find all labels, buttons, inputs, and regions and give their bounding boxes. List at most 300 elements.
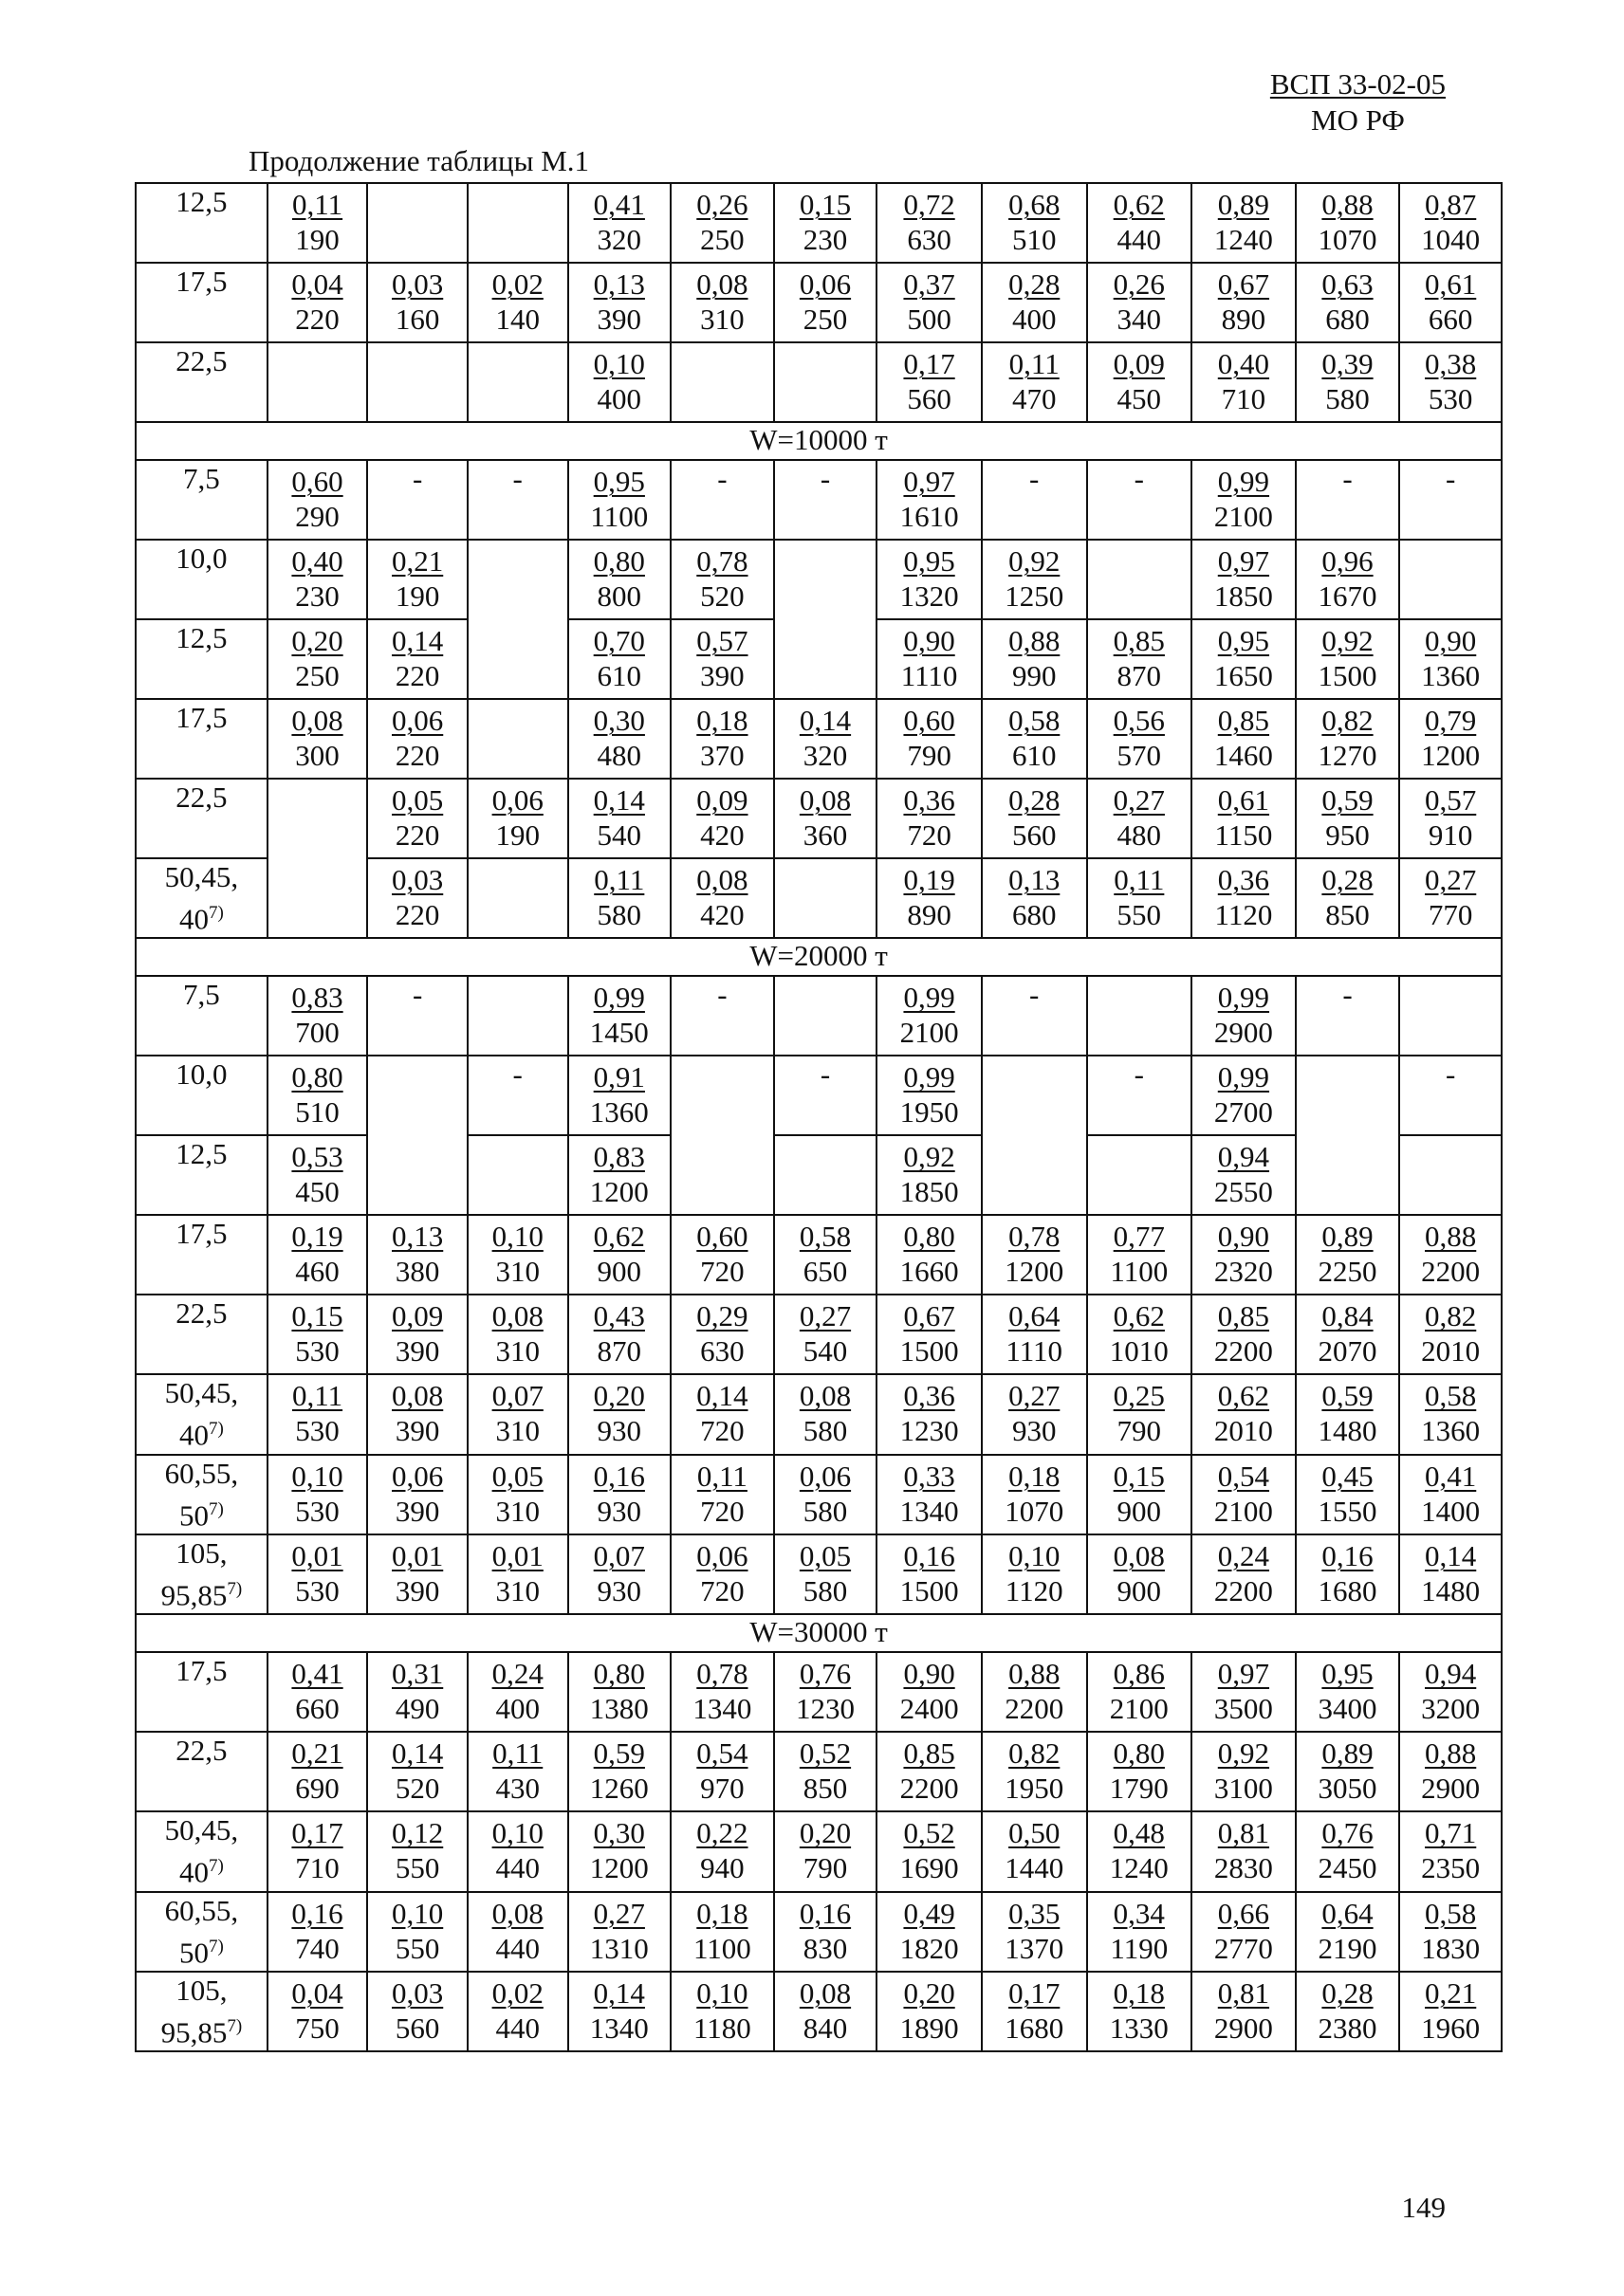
empty-cell bbox=[468, 183, 568, 263]
value-cell bbox=[568, 540, 672, 619]
probability-text: 0,88 bbox=[1321, 188, 1374, 221]
row-label bbox=[136, 1056, 268, 1135]
count-value: 560 bbox=[907, 382, 951, 415]
value-cell bbox=[268, 1374, 368, 1454]
probability-text: 0,11 bbox=[696, 1459, 747, 1493]
value-cell bbox=[367, 858, 468, 938]
probability-text: 0,61 bbox=[1217, 783, 1270, 817]
row-label-text: 50 bbox=[178, 1497, 209, 1532]
row-label-line: 7,5 bbox=[183, 978, 220, 1012]
count-value: 720 bbox=[700, 1573, 745, 1607]
row-label-line: 10,0 bbox=[175, 542, 228, 575]
value-cell bbox=[1191, 976, 1296, 1056]
probability-text: 0,49 bbox=[903, 1896, 955, 1930]
probability-value bbox=[672, 1456, 773, 1494]
value-cell bbox=[877, 1374, 982, 1454]
row-label-text: 50 bbox=[178, 1935, 209, 1969]
value-cell bbox=[982, 1892, 1087, 1972]
probability-text: 0,12 bbox=[392, 1816, 444, 1850]
value-cell bbox=[877, 1135, 982, 1215]
value-cell bbox=[367, 1892, 468, 1972]
probability-text: 0,41 bbox=[291, 1657, 343, 1691]
probability-text: 0,14 bbox=[593, 783, 645, 817]
probability-value bbox=[368, 1456, 467, 1494]
count-value: 480 bbox=[1116, 818, 1162, 852]
probability-text: 0,16 bbox=[1321, 1538, 1374, 1572]
count-value: 1240 bbox=[1213, 223, 1273, 256]
data-table bbox=[135, 182, 1503, 2052]
probability-value bbox=[672, 859, 773, 897]
count-value: 1440 bbox=[1005, 1851, 1064, 1885]
value-cell bbox=[268, 540, 368, 619]
value-cell bbox=[268, 1732, 368, 1811]
value-cell bbox=[468, 1652, 568, 1732]
value-cell bbox=[877, 460, 982, 540]
probability-value bbox=[368, 1653, 467, 1691]
row-label-line: 12,5 bbox=[175, 621, 228, 654]
probability-text: 0,28 bbox=[1321, 1975, 1374, 2010]
probability-value bbox=[1192, 1733, 1295, 1771]
dash-cell: - bbox=[1399, 1056, 1502, 1135]
dash-cell: - bbox=[367, 976, 468, 1056]
row-label-line: 105, bbox=[175, 1973, 228, 2007]
probability-text: 0,85 bbox=[1113, 624, 1165, 657]
count-value: 660 bbox=[295, 1692, 340, 1726]
value-cell bbox=[1087, 342, 1192, 422]
value-cell bbox=[1191, 1534, 1296, 1614]
value-cell bbox=[268, 1972, 368, 2051]
probability-value bbox=[569, 700, 671, 738]
count-value: 1330 bbox=[1109, 2011, 1169, 2045]
value-cell bbox=[1191, 1295, 1296, 1374]
value-cell bbox=[367, 1534, 468, 1614]
count-value: 710 bbox=[295, 1851, 340, 1885]
count-value: 2450 bbox=[1318, 1851, 1377, 1885]
value-cell bbox=[1191, 1135, 1296, 1215]
probability-text: 0,08 bbox=[799, 1975, 852, 2010]
row-label-line: 105, bbox=[175, 1535, 228, 1570]
probability-text: 0,03 bbox=[392, 267, 444, 301]
value-cell bbox=[1399, 183, 1502, 263]
count-value: 1230 bbox=[795, 1692, 855, 1726]
probability-value bbox=[983, 859, 1086, 897]
probability-text: 0,20 bbox=[903, 1975, 955, 2010]
count-value: 690 bbox=[295, 1772, 340, 1806]
value-cell bbox=[1087, 858, 1192, 938]
count-value: 1830 bbox=[1421, 1931, 1481, 1965]
probability-value bbox=[877, 184, 981, 222]
count-value: 720 bbox=[907, 818, 951, 852]
probability-value bbox=[775, 1456, 877, 1494]
count-value: 2250 bbox=[1318, 1255, 1377, 1289]
probability-text: 0,18 bbox=[1008, 1459, 1061, 1493]
probability-value bbox=[983, 700, 1086, 738]
value-cell bbox=[568, 699, 672, 779]
probability-text: 0,37 bbox=[903, 267, 955, 301]
row-label-line: 22,5 bbox=[175, 1296, 228, 1331]
count-value: 230 bbox=[295, 579, 340, 613]
probability-text: 0,10 bbox=[491, 1220, 544, 1254]
probability-value bbox=[469, 1733, 567, 1771]
probability-text: 0,79 bbox=[1425, 704, 1477, 737]
probability-value bbox=[672, 1733, 773, 1771]
probability-value bbox=[1192, 461, 1295, 499]
value-cell bbox=[774, 1374, 877, 1454]
row-label bbox=[136, 1215, 268, 1295]
probability-value bbox=[1297, 700, 1399, 738]
probability-text: 0,11 bbox=[292, 1379, 343, 1413]
probability-text: 0,61 bbox=[1425, 267, 1477, 301]
table-row bbox=[136, 1892, 1502, 1972]
value-cell bbox=[568, 342, 672, 422]
count-value: 1400 bbox=[1421, 1494, 1481, 1528]
probability-text: 0,06 bbox=[696, 1538, 748, 1572]
value-cell bbox=[1087, 1455, 1192, 1534]
value-cell bbox=[568, 976, 672, 1056]
probability-text: 0,88 bbox=[1425, 1220, 1477, 1254]
value-cell bbox=[877, 183, 982, 263]
value-cell bbox=[1191, 1652, 1296, 1732]
value-cell bbox=[468, 263, 568, 342]
probability-text: 0,63 bbox=[1321, 267, 1374, 301]
row-label bbox=[136, 1892, 268, 1972]
probability-text: 0,27 bbox=[799, 1299, 852, 1333]
value-cell bbox=[1191, 1972, 1296, 2051]
probability-value bbox=[983, 1893, 1086, 1931]
probability-text: 0,05 bbox=[799, 1538, 852, 1572]
value-cell bbox=[1296, 699, 1400, 779]
count-value: 530 bbox=[1428, 382, 1473, 415]
value-cell bbox=[568, 619, 672, 699]
probability-text: 0,28 bbox=[1008, 267, 1061, 301]
count-value: 2900 bbox=[1421, 1772, 1481, 1806]
probability-text: 0,08 bbox=[291, 704, 343, 737]
value-cell bbox=[671, 779, 774, 858]
probability-value bbox=[268, 1653, 367, 1691]
count-value: 450 bbox=[1116, 382, 1162, 415]
value-cell bbox=[268, 460, 368, 540]
probability-text: 0,14 bbox=[593, 1975, 645, 2010]
value-cell bbox=[877, 1811, 982, 1891]
value-cell bbox=[982, 1811, 1087, 1891]
value-cell bbox=[367, 1652, 468, 1732]
probability-text: 0,54 bbox=[696, 1736, 748, 1771]
value-cell bbox=[568, 1811, 672, 1891]
table-row bbox=[136, 1972, 1502, 2051]
count-value: 2010 bbox=[1421, 1334, 1481, 1368]
count-value: 190 bbox=[495, 818, 540, 852]
value-cell bbox=[1087, 1215, 1192, 1295]
probability-text: 0,85 bbox=[1217, 704, 1270, 737]
probability-value bbox=[672, 700, 773, 738]
value-cell bbox=[268, 1295, 368, 1374]
value-cell bbox=[671, 1652, 774, 1732]
value-cell bbox=[1087, 1892, 1192, 1972]
count-value: 900 bbox=[1116, 1494, 1162, 1528]
probability-value bbox=[268, 1375, 367, 1413]
count-value: 2200 bbox=[1213, 1573, 1273, 1607]
value-cell bbox=[774, 1892, 877, 1972]
probability-text: 0,71 bbox=[1425, 1816, 1477, 1850]
probability-text: 0,22 bbox=[696, 1816, 748, 1850]
table-row bbox=[136, 342, 1502, 422]
value-cell bbox=[1296, 342, 1400, 422]
probability-text: 0,06 bbox=[392, 704, 444, 737]
probability-text: 0,03 bbox=[392, 1975, 444, 2010]
empty-cell bbox=[671, 342, 774, 422]
value-cell bbox=[671, 1972, 774, 2051]
value-cell bbox=[268, 263, 368, 342]
dash-cell: - bbox=[1087, 1056, 1192, 1135]
value-cell bbox=[367, 263, 468, 342]
count-value: 420 bbox=[700, 818, 745, 852]
count-value: 1340 bbox=[692, 1692, 752, 1726]
probability-text: 0,10 bbox=[696, 1975, 748, 2010]
probability-text: 0,13 bbox=[1008, 863, 1061, 896]
probability-text: 0,83 bbox=[593, 1140, 645, 1174]
row-label-text: 40 bbox=[178, 1418, 209, 1452]
probability-value bbox=[877, 1733, 981, 1771]
probability-value bbox=[877, 1375, 981, 1413]
probability-value bbox=[877, 1535, 981, 1573]
probability-value bbox=[1297, 780, 1399, 817]
probability-value bbox=[1400, 859, 1501, 897]
probability-value bbox=[1297, 1295, 1399, 1333]
count-value: 930 bbox=[597, 1414, 642, 1448]
probability-value bbox=[469, 1216, 567, 1254]
value-cell bbox=[468, 1455, 568, 1534]
probability-text: 0,05 bbox=[491, 1459, 544, 1493]
probability-value bbox=[877, 1973, 981, 2011]
count-value: 2900 bbox=[1213, 2011, 1273, 2045]
probability-text: 0,14 bbox=[1425, 1538, 1477, 1572]
probability-text: 0,35 bbox=[1008, 1896, 1061, 1930]
probability-text: 0,91 bbox=[593, 1060, 645, 1094]
row-label-line: 12,5 bbox=[175, 185, 228, 218]
count-value: 1480 bbox=[1318, 1414, 1377, 1448]
probability-text: 0,08 bbox=[799, 1379, 852, 1413]
probability-value bbox=[1400, 1733, 1501, 1771]
probability-text: 0,30 bbox=[593, 704, 645, 737]
table-row bbox=[136, 1652, 1502, 1732]
probability-text: 0,62 bbox=[1113, 1299, 1165, 1333]
probability-value bbox=[877, 1653, 981, 1691]
probability-value bbox=[1088, 1375, 1191, 1413]
value-cell bbox=[1087, 779, 1192, 858]
count-value: 580 bbox=[803, 1494, 848, 1528]
count-value: 2190 bbox=[1318, 1931, 1377, 1965]
count-value: 390 bbox=[395, 1414, 440, 1448]
value-cell bbox=[1087, 263, 1192, 342]
probability-value bbox=[469, 1973, 567, 2011]
probability-value bbox=[569, 343, 671, 381]
row-label bbox=[136, 342, 268, 422]
count-value: 400 bbox=[1011, 303, 1057, 336]
probability-text: 0,90 bbox=[903, 624, 955, 657]
probability-text: 0,43 bbox=[593, 1299, 645, 1333]
empty-cell bbox=[367, 183, 468, 263]
probability-value bbox=[1400, 1812, 1501, 1850]
value-cell bbox=[1399, 342, 1502, 422]
value-cell bbox=[1191, 540, 1296, 619]
probability-text: 0,16 bbox=[903, 1538, 955, 1572]
count-value: 890 bbox=[1221, 303, 1266, 336]
probability-value bbox=[1192, 1653, 1295, 1691]
empty-cell bbox=[268, 779, 368, 938]
probability-value bbox=[1297, 184, 1399, 222]
probability-text: 0,95 bbox=[593, 465, 645, 498]
value-cell bbox=[268, 1056, 368, 1135]
probability-text: 0,34 bbox=[1113, 1896, 1165, 1930]
count-value: 950 bbox=[1325, 818, 1370, 852]
probability-value bbox=[469, 780, 567, 817]
value-cell bbox=[774, 1732, 877, 1811]
probability-value bbox=[877, 1136, 981, 1174]
probability-value bbox=[983, 1733, 1086, 1771]
value-cell bbox=[774, 1215, 877, 1295]
probability-text: 0,81 bbox=[1217, 1975, 1270, 2010]
probability-value bbox=[983, 1295, 1086, 1333]
count-value: 560 bbox=[1011, 818, 1057, 852]
probability-value bbox=[983, 541, 1086, 579]
probability-text: 0,60 bbox=[696, 1220, 748, 1254]
row-label bbox=[136, 1135, 268, 1215]
probability-value bbox=[368, 1535, 467, 1573]
count-value: 390 bbox=[700, 659, 745, 692]
value-cell bbox=[1087, 1732, 1192, 1811]
probability-text: 0,82 bbox=[1321, 704, 1374, 737]
count-value: 310 bbox=[495, 1334, 540, 1368]
count-value: 310 bbox=[495, 1414, 540, 1448]
probability-value bbox=[569, 1136, 671, 1174]
count-value: 1340 bbox=[589, 2011, 649, 2045]
count-value: 2010 bbox=[1213, 1414, 1273, 1448]
probability-text: 0,82 bbox=[1425, 1299, 1477, 1333]
count-value: 1850 bbox=[1213, 579, 1273, 613]
probability-value bbox=[877, 461, 981, 499]
count-value: 660 bbox=[1428, 303, 1473, 336]
count-value: 1890 bbox=[899, 2011, 959, 2045]
row-label-line: 50,45, bbox=[164, 1813, 239, 1847]
probability-value bbox=[1192, 1812, 1295, 1850]
probability-value bbox=[1088, 264, 1191, 302]
count-value: 400 bbox=[495, 1692, 540, 1726]
probability-text: 0,06 bbox=[491, 783, 544, 817]
probability-value bbox=[877, 1812, 981, 1850]
count-value: 1270 bbox=[1318, 739, 1377, 772]
table-row bbox=[136, 460, 1502, 540]
value-cell bbox=[982, 342, 1087, 422]
probability-value bbox=[1088, 859, 1191, 897]
probability-value bbox=[1297, 1653, 1399, 1691]
value-cell bbox=[1296, 1215, 1400, 1295]
section-heading: W=30000 т bbox=[136, 1614, 1502, 1652]
row-label bbox=[136, 779, 268, 858]
probability-value bbox=[1400, 780, 1501, 817]
count-value: 790 bbox=[803, 1851, 848, 1885]
probability-text: 0,99 bbox=[593, 981, 645, 1015]
probability-value bbox=[569, 1733, 671, 1771]
table-row bbox=[136, 779, 1502, 858]
probability-value bbox=[983, 1216, 1086, 1254]
count-value: 1500 bbox=[899, 1573, 959, 1607]
count-value: 2380 bbox=[1318, 2011, 1377, 2045]
count-value: 2550 bbox=[1213, 1175, 1273, 1209]
probability-value bbox=[569, 1375, 671, 1413]
count-value: 1320 bbox=[899, 579, 959, 613]
row-label-line: 12,5 bbox=[175, 1137, 228, 1171]
count-value: 3500 bbox=[1213, 1692, 1273, 1726]
value-cell bbox=[468, 779, 568, 858]
count-value: 580 bbox=[597, 898, 642, 931]
table-row bbox=[136, 1534, 1502, 1614]
probability-value bbox=[469, 1456, 567, 1494]
probability-value bbox=[775, 1216, 877, 1254]
count-value: 1450 bbox=[589, 1016, 649, 1050]
count-value: 1190 bbox=[1110, 1931, 1169, 1965]
probability-text: 0,15 bbox=[1113, 1459, 1165, 1493]
row-label bbox=[136, 1295, 268, 1374]
probability-text: 0,11 bbox=[1114, 863, 1165, 896]
empty-cell bbox=[1399, 540, 1502, 619]
count-value: 3050 bbox=[1318, 1772, 1377, 1806]
value-cell bbox=[982, 858, 1087, 938]
row-label bbox=[136, 976, 268, 1056]
count-value: 1240 bbox=[1109, 1851, 1169, 1885]
count-value: 1500 bbox=[1318, 659, 1377, 692]
probability-text: 0,29 bbox=[696, 1299, 748, 1333]
count-value: 1150 bbox=[1214, 818, 1273, 852]
probability-value bbox=[775, 700, 877, 738]
probability-text: 0,15 bbox=[291, 1299, 343, 1333]
probability-value bbox=[268, 1295, 367, 1333]
probability-text: 0,20 bbox=[291, 624, 343, 657]
probability-text: 0,10 bbox=[291, 1459, 343, 1493]
value-cell bbox=[1296, 1811, 1400, 1891]
probability-text: 0,14 bbox=[799, 704, 852, 737]
count-value: 990 bbox=[1011, 659, 1057, 692]
count-value: 2320 bbox=[1213, 1255, 1273, 1289]
empty-cell bbox=[774, 342, 877, 422]
value-cell bbox=[1191, 1732, 1296, 1811]
empty-cell bbox=[1399, 1135, 1502, 1215]
probability-value bbox=[268, 620, 367, 658]
value-cell bbox=[268, 1811, 368, 1891]
value-cell bbox=[1191, 1811, 1296, 1891]
count-value: 1100 bbox=[692, 1931, 751, 1965]
value-cell bbox=[1191, 1056, 1296, 1135]
row-label bbox=[136, 540, 268, 619]
empty-cell bbox=[468, 858, 568, 938]
count-value: 3400 bbox=[1318, 1692, 1377, 1726]
count-value: 1110 bbox=[1006, 1334, 1063, 1368]
probability-value bbox=[775, 1375, 877, 1413]
value-cell bbox=[367, 1455, 468, 1534]
probability-text: 0,27 bbox=[1113, 783, 1165, 817]
count-value: 250 bbox=[295, 659, 340, 692]
count-value: 750 bbox=[295, 2011, 340, 2045]
probability-value bbox=[672, 541, 773, 579]
count-value: 300 bbox=[295, 739, 340, 772]
table-row bbox=[136, 1295, 1502, 1374]
probability-text: 0,03 bbox=[392, 863, 444, 896]
count-value: 1500 bbox=[899, 1334, 959, 1368]
probability-text: 0,02 bbox=[491, 267, 544, 301]
value-cell bbox=[1191, 460, 1296, 540]
probability-text: 0,90 bbox=[1217, 1220, 1270, 1254]
probability-value bbox=[672, 1375, 773, 1413]
value-cell bbox=[877, 1732, 982, 1811]
